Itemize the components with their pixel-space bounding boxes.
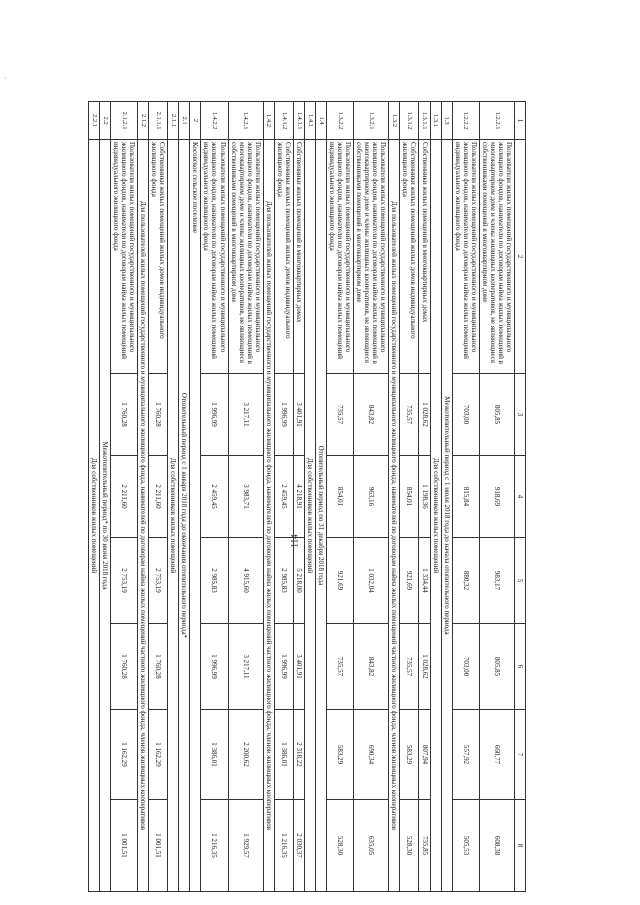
table-row <box>419 102 430 892</box>
row-code: 1.4.1.1 <box>293 102 304 140</box>
header-cell: 5 <box>514 538 525 624</box>
value-cell: 921,69 <box>327 538 354 624</box>
table-row <box>354 102 389 892</box>
value-cell: 1 216,35 <box>274 800 293 892</box>
value-cell: 807,94 <box>419 710 430 800</box>
value-cell: 690,34 <box>354 710 389 800</box>
value-cell: 583,29 <box>327 710 354 800</box>
table-row <box>88 102 99 892</box>
value-cell: 1 929,57 <box>228 800 263 892</box>
table-row <box>263 102 274 892</box>
table-row <box>452 102 479 892</box>
value-cell: 703,00 <box>452 624 479 710</box>
value-cell: 608,38 <box>479 800 514 892</box>
row-code: 2.2 <box>99 102 110 140</box>
value-cell: 854,01 <box>327 456 354 538</box>
section-heading: Для пользователей жилых помещений государственного и муниципального жилищного фонда, нанимателей по договорам найма жилых помещений частного жилищного фонда, членов жилищных кооперативов <box>138 140 149 892</box>
value-cell: 1 996,99 <box>274 624 293 710</box>
value-cell: 2 211,60 <box>149 456 168 538</box>
rotated-table-container <box>88 101 526 891</box>
value-cell: 918,69 <box>479 456 514 538</box>
value-cell: 528,30 <box>327 800 354 892</box>
table-row <box>149 102 168 892</box>
table-row <box>389 102 400 892</box>
value-cell: 963,16 <box>354 456 389 538</box>
value-cell: 1 996,99 <box>201 374 228 456</box>
section-heading: Межотопительный период* по 30 июня 2018 года <box>99 140 110 892</box>
row-code: 2.1 <box>179 102 190 140</box>
section-heading: Отопительный период по 31 декабря 2018 года <box>315 140 326 892</box>
value-cell: 1 001,51 <box>149 800 168 892</box>
table-row <box>327 102 354 892</box>
value-cell: 2 459,45 <box>201 456 228 538</box>
value-cell: 1 001,51 <box>110 800 137 892</box>
value-cell: 2 459,45 <box>274 456 293 538</box>
row-label: Пользователи жилых помещений государственного и муниципального жилищного фондов, наниматели по договорам найма жилых помещений индивидуального жилищного фонда <box>110 140 137 374</box>
header-cell: 7 <box>514 710 525 800</box>
row-code: 1.3.1.2 <box>400 102 419 140</box>
value-cell: 1 386,01 <box>201 710 228 800</box>
value-cell: 3 217,11 <box>228 374 263 456</box>
row-code: 2 <box>190 102 201 140</box>
value-cell: 1 760,28 <box>110 624 137 710</box>
row-code: 1.4.1.2 <box>274 102 293 140</box>
row-code: 1.4.1 <box>304 102 315 140</box>
section-heading: Для собственников жилых помещений <box>88 140 99 892</box>
value-cell: 735,57 <box>400 374 419 456</box>
value-cell: 2 985,83 <box>201 538 228 624</box>
row-code: 1.4.2.1 <box>228 102 263 140</box>
table-row <box>201 102 228 892</box>
header-cell: 4 <box>514 456 525 538</box>
value-cell: 4 915,60 <box>228 538 263 624</box>
row-label: Пользователи жилых помещений государственного и муниципального жилищного фондов, наниматели по договорам найма жилых помещений в многоквартирном доме и члены жилищных кооперативов, не являющиеся собственниками помещений в многоквартирном доме <box>228 140 263 374</box>
table-row <box>400 102 419 892</box>
table-header-row <box>514 102 525 892</box>
table-row <box>479 102 514 892</box>
row-code: 1.2.2.1 <box>479 102 514 140</box>
section-heading: Отопительный период с 1 января 2018 года до окончания отопительного периода* <box>179 140 190 892</box>
row-code: 2.1.1.1 <box>149 102 168 140</box>
value-cell: 3 401,91 <box>293 374 304 456</box>
row-code: 2.2.1 <box>88 102 99 140</box>
row-label: Пользователи жилых помещений государственного и муниципального жилищного фондов, наниматели по договорам найма жилых помещений индивидуального жилищного фонда <box>452 140 479 374</box>
header-cell: 8 <box>514 800 525 892</box>
row-label: Собственники жилых помещений в многоквартирных домах <box>419 140 430 374</box>
section-heading: Для собственников жилых помещений <box>430 140 441 892</box>
value-cell: 1 760,28 <box>110 374 137 456</box>
value-cell: 1 162,29 <box>110 710 137 800</box>
row-code: 2.1.1 <box>168 102 179 140</box>
row-code: 1.4.2.2 <box>201 102 228 140</box>
row-code: 1.4 <box>315 102 326 140</box>
value-cell: 1 032,04 <box>354 538 389 624</box>
table-row <box>138 102 149 892</box>
value-cell: 843,82 <box>354 374 389 456</box>
value-cell: 1 028,62 <box>419 374 430 456</box>
value-cell: 880,32 <box>452 538 479 624</box>
row-code: 2.1.2 <box>138 102 149 140</box>
value-cell: 983,17 <box>479 538 514 624</box>
row-code: 1.4.2 <box>263 102 274 140</box>
value-cell: 2 985,83 <box>274 538 293 624</box>
row-label: Собственники жилых помещений в многоквартирных домах <box>293 140 304 374</box>
section-heading: Косовское сельское поселение <box>190 140 201 892</box>
value-cell: 4 218,91 <box>293 456 304 538</box>
value-cell: 3 983,71 <box>228 456 263 538</box>
table-row <box>293 102 304 892</box>
table-row <box>168 102 179 892</box>
row-code: 1.3.1.1 <box>419 102 430 140</box>
value-cell: 815,84 <box>452 456 479 538</box>
row-label: Пользователи жилых помещений государственного и муниципального жилищного фондов, наниматели по договорам найма жилых помещений индивидуального жилищного фонда <box>201 140 228 374</box>
value-cell: 1 162,29 <box>149 710 168 800</box>
value-cell: 2 753,19 <box>149 538 168 624</box>
row-code: 1.3.2 <box>389 102 400 140</box>
value-cell: 1 386,01 <box>274 710 293 800</box>
value-cell: 1 760,28 <box>149 624 168 710</box>
table-row <box>110 102 137 892</box>
row-code: 1.2.2.2 <box>452 102 479 140</box>
value-cell: 583,29 <box>400 710 419 800</box>
scan-mark: · <box>4 74 7 83</box>
value-cell: 557,92 <box>452 710 479 800</box>
value-cell: 660,77 <box>479 710 514 800</box>
value-cell: 505,53 <box>452 800 479 892</box>
row-code: 2.1.2.1 <box>110 102 137 140</box>
table-row <box>430 102 441 892</box>
table-row <box>304 102 315 892</box>
row-label: Пользователи жилых помещений государственного и муниципального жилищного фондов, наниматели по договорам найма жилых помещений индивидуального жилищного фонда <box>327 140 354 374</box>
value-cell: 1 760,28 <box>149 374 168 456</box>
section-heading: Для пользователей жилых помещений государственного и муниципального жилищного фонда, нанимателей по договорам найма жилых помещений частного жилищного фонда, членов жилищных кооперативов <box>263 140 274 892</box>
value-cell: 1 996,99 <box>201 624 228 710</box>
table-row <box>274 102 293 892</box>
row-code: 1.3.2.2 <box>327 102 354 140</box>
value-cell: 2 318,22 <box>293 710 304 800</box>
value-cell: 528,30 <box>400 800 419 892</box>
table-row <box>179 102 190 892</box>
tariff-table <box>88 101 526 892</box>
table-row <box>315 102 326 892</box>
value-cell: 635,05 <box>354 800 389 892</box>
row-label: Собственники жилых помещений жилых домов индивидуального жилищного фонда <box>274 140 293 374</box>
value-cell: 735,57 <box>400 624 419 710</box>
value-cell: 1 996,99 <box>274 374 293 456</box>
row-label: Собственники жилых помещений жилых домов индивидуального жилищного фонда <box>149 140 168 374</box>
section-heading: Для собственников жилых помещений <box>168 140 179 892</box>
value-cell: 3 217,11 <box>228 624 263 710</box>
section-heading: Для пользователей жилых помещений государственного и муниципального жилищного фонда, нанимателей по договорам найма жилых помещений частного жилищного фонда, членов жилищных кооперативов <box>389 140 400 892</box>
value-cell: 2 200,62 <box>228 710 263 800</box>
value-cell: 3 401,91 <box>293 624 304 710</box>
row-label: Собственники жилых помещений жилых домов индивидуального жилищного фонда <box>400 140 419 374</box>
header-cell: 1 <box>514 102 525 140</box>
table-row <box>190 102 201 892</box>
value-cell: 843,82 <box>354 624 389 710</box>
header-cell: 2 <box>514 140 525 374</box>
page-number: 114 <box>289 534 300 548</box>
row-code: 1.3.2.1 <box>354 102 389 140</box>
value-cell: 2 030,37 <box>293 800 304 892</box>
value-cell: 735,57 <box>327 624 354 710</box>
row-code: 1.3.1 <box>430 102 441 140</box>
value-cell: 703,00 <box>452 374 479 456</box>
value-cell: 805,85 <box>479 624 514 710</box>
value-cell: 735,85 <box>419 800 430 892</box>
section-heading: Межотопительный период с 1 июля 2018 года до начала отопительного периода <box>441 140 452 892</box>
value-cell: 1 198,36 <box>419 456 430 538</box>
value-cell: 5 218,00 <box>293 538 304 624</box>
table-row <box>228 102 263 892</box>
header-cell: 6 <box>514 624 525 710</box>
row-label: Пользователи жилых помещений государственного и муниципального жилищного фондов, наниматели по договорам найма жилых помещений в многоквартирном доме и члены жилищных кооперативов, не являющиеся собственниками помещений в многоквартирном доме <box>479 140 514 374</box>
value-cell: 2 753,19 <box>110 538 137 624</box>
table-row <box>99 102 110 892</box>
value-cell: 921,69 <box>400 538 419 624</box>
section-heading: Для собственников жилых помещений <box>304 140 315 892</box>
row-label: Пользователи жилых помещений государственного и муниципального жилищного фондов, наниматели по договорам найма жилых помещений в многоквартирном доме и члены жилищных кооперативов, не являющиеся собственниками помещений в многоквартирном доме <box>354 140 389 374</box>
header-cell: 3 <box>514 374 525 456</box>
row-code: 1.3 <box>441 102 452 140</box>
table-row <box>441 102 452 892</box>
value-cell: 805,85 <box>479 374 514 456</box>
value-cell: 1 216,35 <box>201 800 228 892</box>
value-cell: 1 028,62 <box>419 624 430 710</box>
value-cell: 2 211,60 <box>110 456 137 538</box>
value-cell: 854,01 <box>400 456 419 538</box>
value-cell: 735,57 <box>327 374 354 456</box>
value-cell: 1 334,44 <box>419 538 430 624</box>
